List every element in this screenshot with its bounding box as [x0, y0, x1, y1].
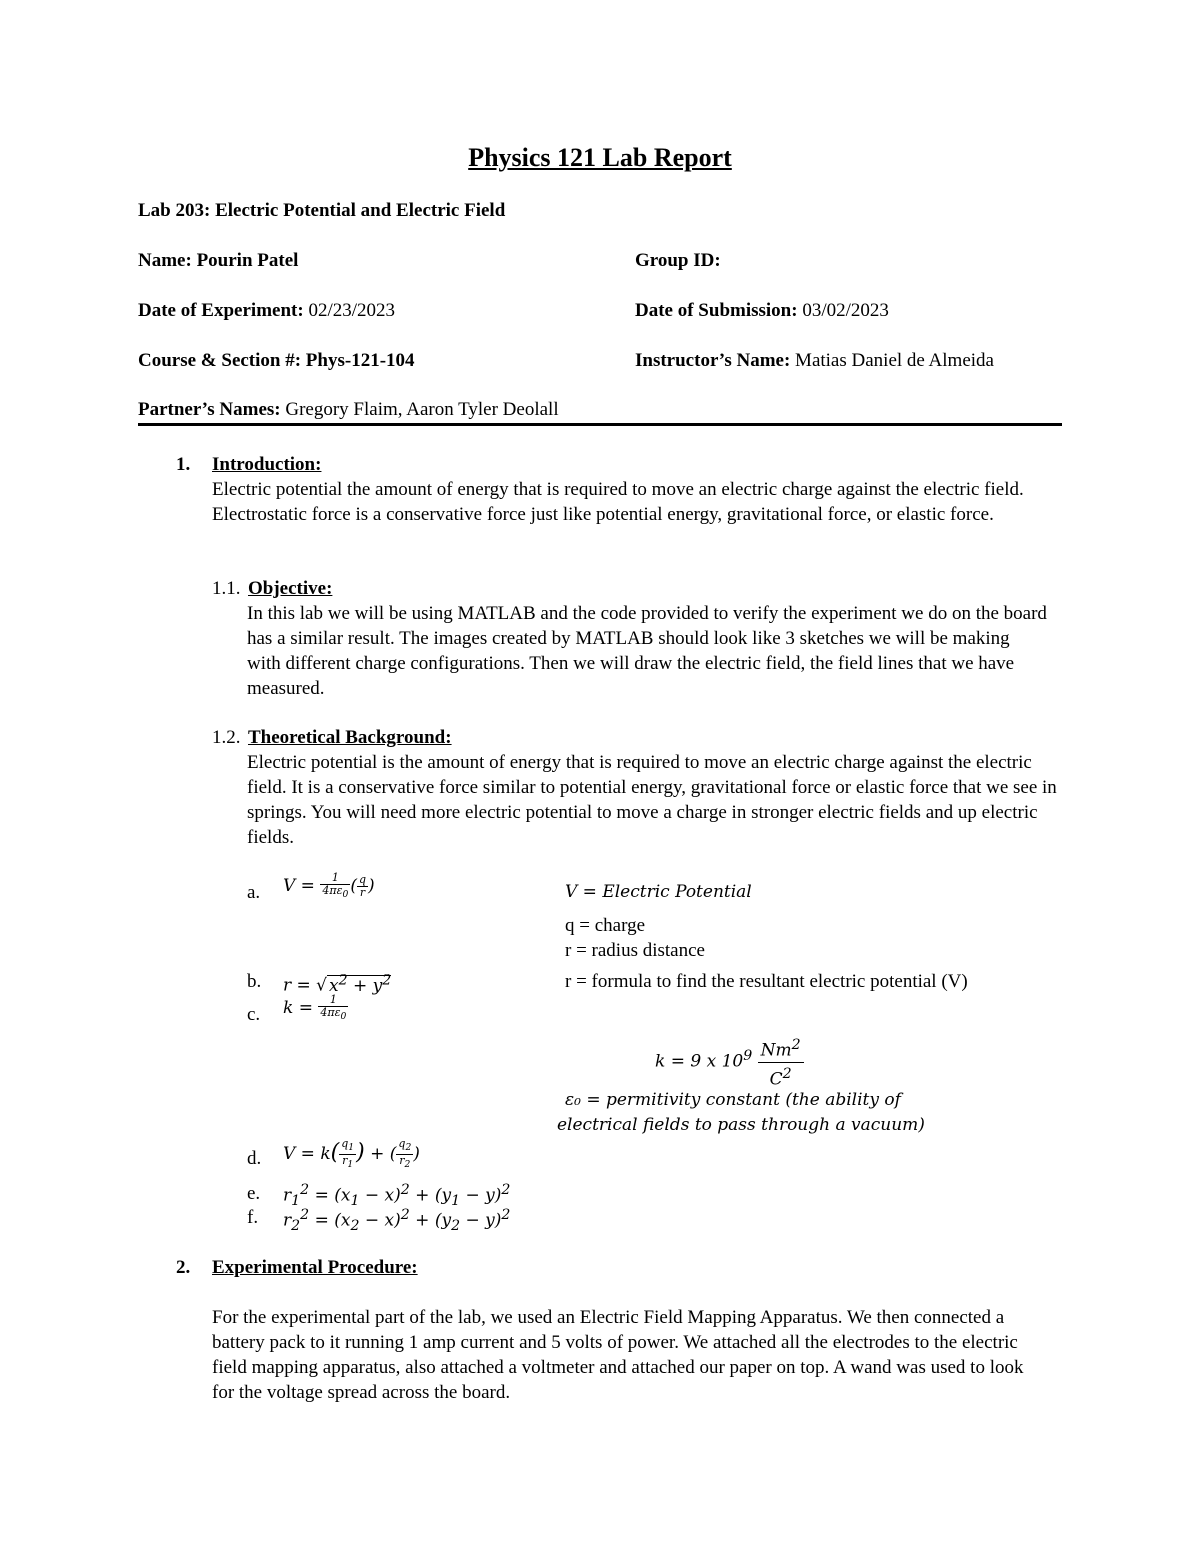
procedure-paragraph: For the experimental part of the lab, we used an Electric Field Mapping Apparatus. We then connected a battery pack to it running 1 amp current and 5 volts of power. We attached all the electrodes to the electric field mapping apparatus, also attached a voltmeter and attached our paper on top. A wand was used to look for the voltage spread across the board.	[212, 1307, 1024, 1403]
eq-b-formula: r = √ $x^2 + y^2$	[283, 972, 392, 996]
epsilon-definition-line2: electrical fields to pass through a vacuum)	[557, 1115, 925, 1135]
intro-paragraph: Electric potential the amount of energy that is required to move an electric charge against the electric field. Electrostatic force is a conservative force just like potential energy, gravitational force, or elastic force.	[212, 479, 1024, 525]
eq-d-formula: V = k( $\frac{q_1}{r_1}$ ) + ( $\frac{q_2}{r_2}$ )	[283, 1137, 420, 1171]
eq-c-label: c.	[247, 1004, 261, 1025]
v-definition: V = Electric Potential	[565, 882, 752, 902]
course-section: Course & Section #: Phys-121-104	[138, 350, 415, 371]
eq-f-formula: $r_2^2 = (x_2 - x)^2 + (y_2 - y)^2$	[283, 1207, 511, 1235]
procedure-number: 2.	[176, 1257, 191, 1278]
name-row	[138, 248, 298, 273]
eq-b-label: b.	[247, 971, 262, 992]
date-submission-value: 03/02/2023	[802, 300, 889, 321]
procedure-heading: Experimental Procedure:	[212, 1257, 418, 1278]
theory-paragraph: Electric potential is the amount of energy that is required to move an electric charge against the electric field. It is a conservative force similar to potential energy, gravitational force or elastic force that we see in springs. You will need more electric potential to move a charge in stronger electric fields and up electric fields.	[247, 752, 1057, 848]
q-definition: q = charge	[565, 915, 645, 936]
eq-a-formula: V = $\frac{1}{4\pi\varepsilon_0}$ ( $\frac{q}{r}$ )	[283, 871, 375, 901]
lab-label: Lab 203: Electric Potential and Electric Field	[138, 200, 506, 221]
objective-paragraph: In this lab we will be using MATLAB and the code provided to verify the experiment we do on the board has a similar result. The images created by MATLAB should look like 3 sketches we will be making with different charge configurations. Then we will draw the electric field, the field lines that we have measured.	[247, 603, 1047, 699]
intro-heading: Introduction:	[212, 454, 322, 475]
header-divider	[138, 423, 1062, 426]
eq-e-formula: $r_1^2 = (x_1 - x)^2 + (y_1 - y)^2$	[283, 1182, 511, 1210]
partners-label: Partner’s Names:	[138, 399, 281, 420]
eq-e-label: e.	[247, 1183, 261, 1204]
eq-c-formula: k = $\frac{1}{4\pi\varepsilon_0}$	[283, 993, 347, 1023]
partners-value: Gregory Flaim, Aaron Tyler Deolall	[285, 399, 559, 420]
epsilon-definition-line1: ε₀ = permitivity constant (the ability of	[565, 1090, 901, 1110]
page-title: Physics 121 Lab Report	[468, 143, 732, 172]
eq-d-label: d.	[247, 1148, 262, 1169]
date-experiment-row	[138, 298, 395, 323]
eq-a-label: a.	[247, 882, 261, 903]
k-constant: k = 9 x $10^9$ $\frac{Nm^2}{C^2}$	[655, 1034, 804, 1090]
partners-row	[138, 397, 559, 422]
name-value: Pourin Patel	[196, 250, 299, 271]
r-formula-definition: r = formula to find the resultant electric potential (V)	[565, 971, 968, 992]
instructor-row	[635, 348, 994, 373]
date-submission-label: Date of Submission:	[635, 300, 798, 321]
instructor-label: Instructor’s Name:	[635, 350, 791, 371]
theory-heading: Theoretical Background:	[248, 727, 452, 748]
objective-heading: Objective:	[248, 578, 333, 599]
objective-number: 1.1.	[212, 578, 241, 599]
date-experiment-label: Date of Experiment:	[138, 300, 304, 321]
r-definition: r = radius distance	[565, 940, 705, 961]
intro-number: 1.	[176, 454, 191, 475]
theory-number: 1.2.	[212, 727, 241, 748]
eq-f-label: f.	[247, 1207, 259, 1228]
instructor-value: Matias Daniel de Almeida	[795, 350, 994, 371]
group-id-label: Group ID:	[635, 250, 721, 271]
date-experiment-value: 02/23/2023	[308, 300, 395, 321]
date-submission-row	[635, 298, 889, 323]
name-label: Name:	[138, 250, 192, 271]
